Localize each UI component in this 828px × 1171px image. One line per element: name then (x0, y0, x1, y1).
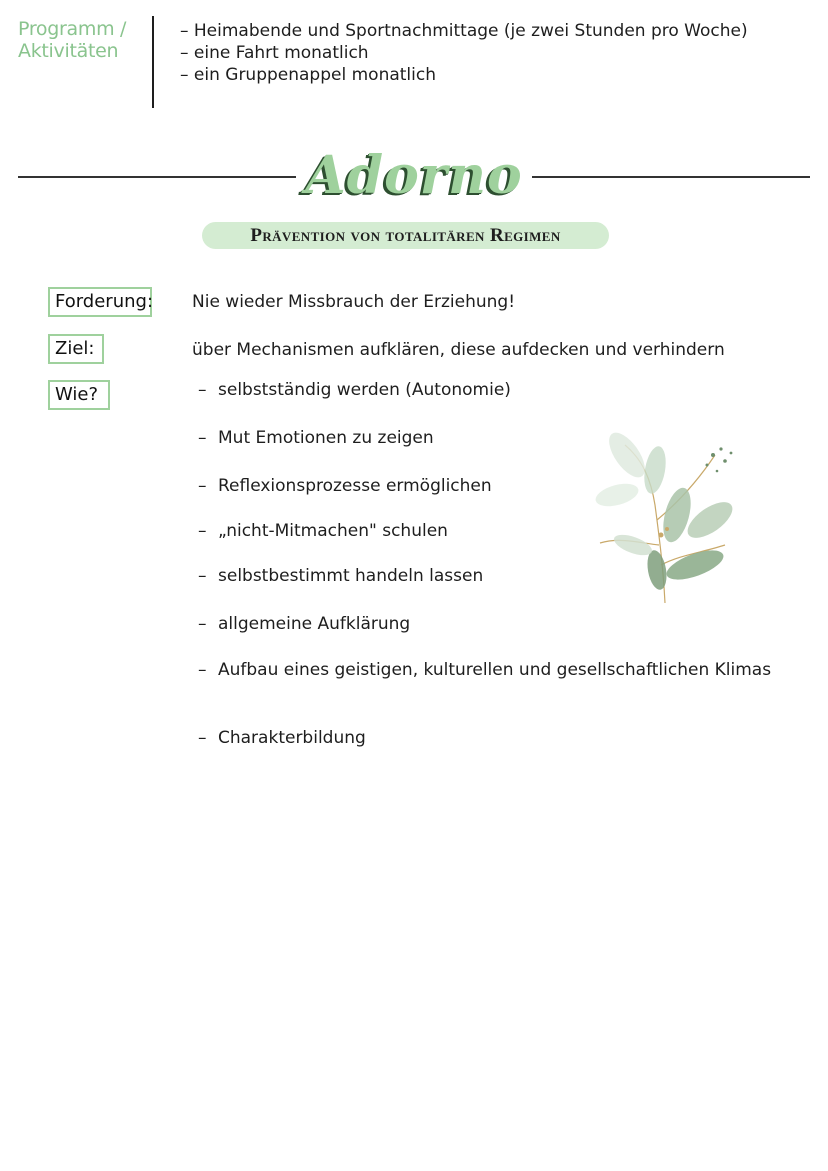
list-item: – selbstbestimmt handeln lassen (198, 564, 798, 588)
page-subtitle: Prävention von totalitären Regimen (202, 222, 609, 249)
vertical-divider (152, 16, 154, 108)
programm-list (180, 20, 820, 86)
ziel-text: über Mechanismen aufklären, diese aufdecken und verhindern (192, 340, 725, 360)
forderung-text: Nie wieder Missbrauch der Erziehung! (192, 292, 516, 312)
list-item: – Mut Emotionen zu zeigen (198, 426, 798, 450)
list-item: – eine Fahrt monatlich (180, 43, 369, 63)
ziel-label: Ziel: (48, 334, 104, 364)
forderung-label: Forderung: (48, 287, 152, 317)
eucalyptus-leaf-icon (585, 425, 745, 605)
list-item: – ein Gruppenappel monatlich (180, 65, 436, 85)
programm-label: Programm / Aktivitäten (18, 18, 127, 62)
list-item: – Charakterbildung (198, 726, 798, 750)
list-item: – Reflexionsprozesse ermöglichen (198, 474, 798, 498)
list-item: – selbstständig werden (Autonomie) (198, 378, 798, 402)
title-rule-right (532, 176, 810, 178)
list-item: – allgemeine Aufklärung (198, 612, 798, 636)
title-rule-left (18, 176, 296, 178)
list-item: – Aufbau eines geistigen, kulturellen und gesellschaftlichen Klimas (198, 658, 778, 682)
page-title: Adorno (305, 145, 523, 206)
wie-label: Wie? (48, 380, 110, 410)
list-item: – Heimabende und Sportnachmittage (je zwei Stunden pro Woche) (180, 21, 748, 41)
list-item: – „nicht-Mitmachen" schulen (198, 519, 798, 543)
